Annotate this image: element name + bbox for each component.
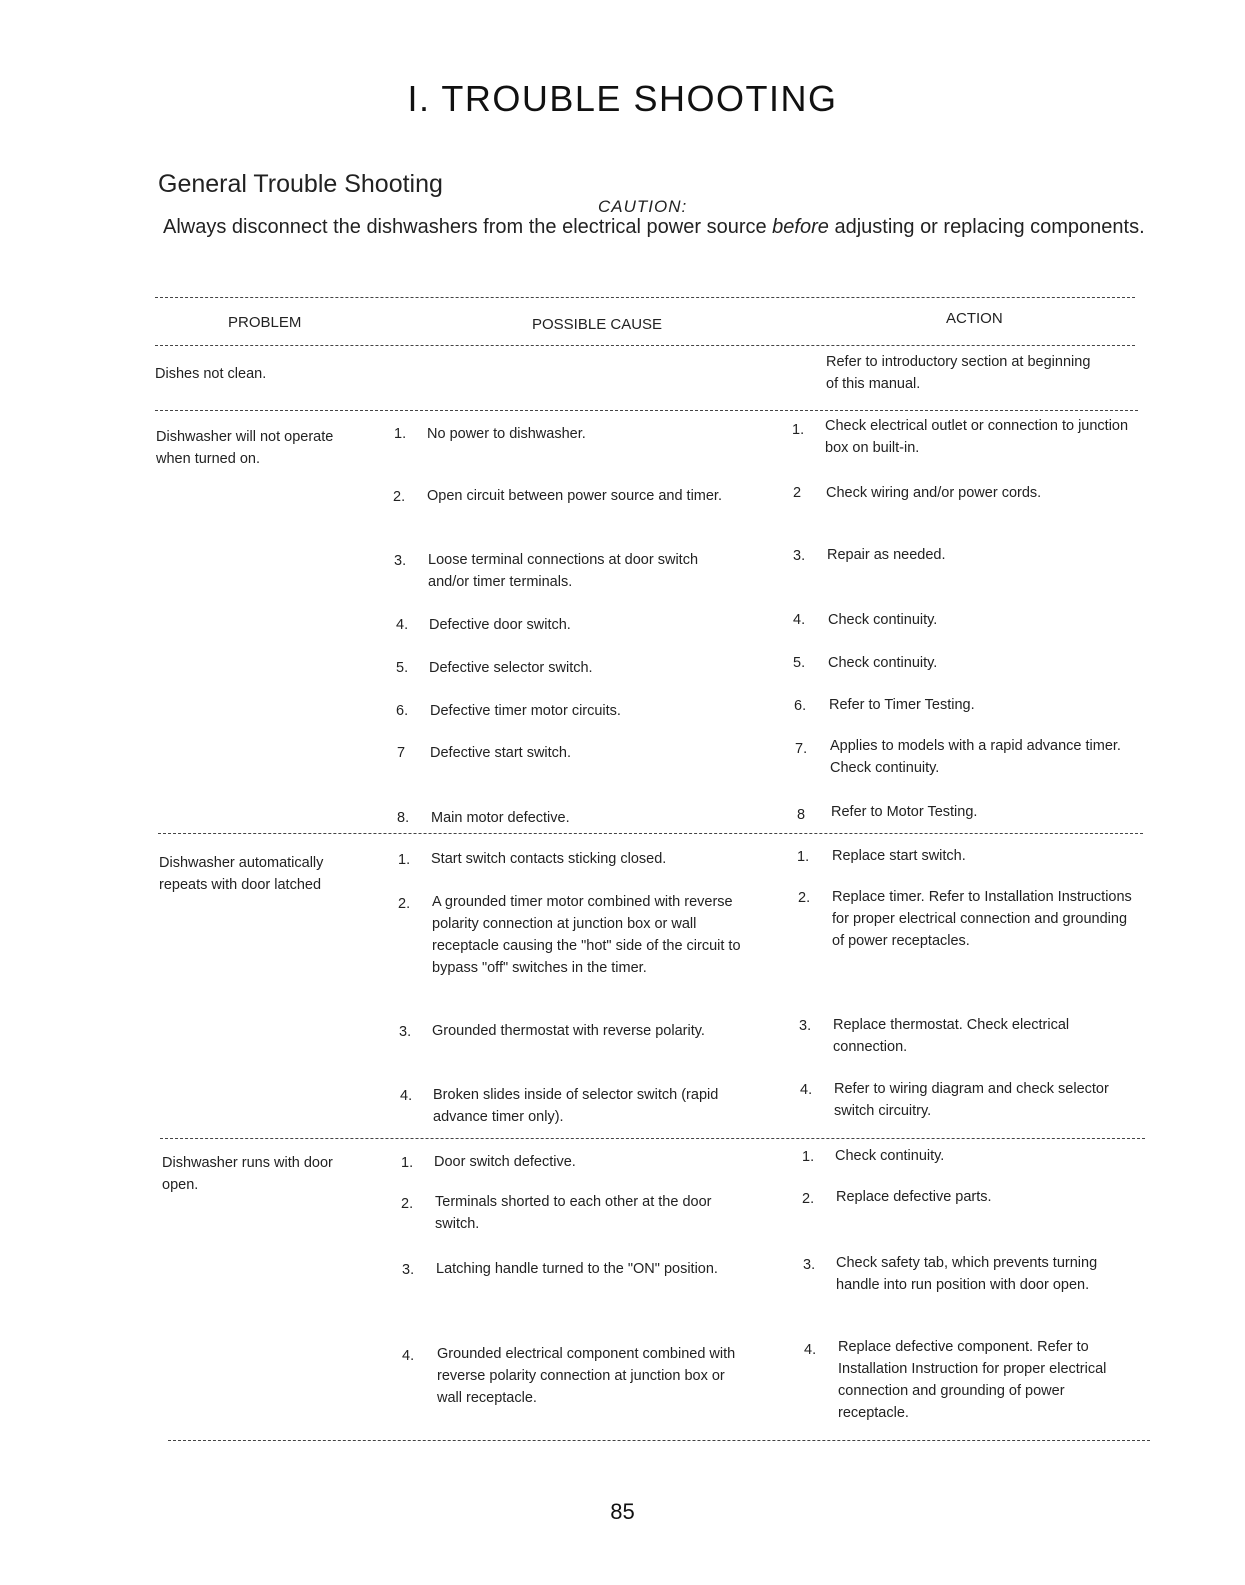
cause-text: Broken slides inside of selector switch (rapid advance timer only).: [433, 1087, 719, 1125]
cause-number: 4.: [396, 617, 409, 633]
action-number: 8: [797, 807, 806, 823]
page-number: 85: [610, 1499, 635, 1524]
warning-emphasis: before: [772, 216, 829, 238]
action-text: Refer to introductory section at beginning of this manual.: [826, 354, 1091, 392]
action-text: Replace thermostat. Check electrical connection.: [833, 1017, 1070, 1055]
action-number: 2.: [798, 890, 811, 906]
problem-cell: Dishwasher automatically repeats with door latched: [159, 855, 324, 893]
cause-text: Defective timer motor circuits.: [430, 703, 621, 719]
action-number: 3.: [793, 548, 806, 564]
action-text: Replace start switch.: [832, 848, 966, 864]
action-number: 4.: [793, 612, 806, 628]
action-number: 1.: [797, 849, 810, 865]
caution-warning: [163, 214, 1163, 241]
table-rule-group-3: [160, 1138, 1145, 1139]
action-number: 7.: [795, 741, 808, 757]
cause-text: Grounded electrical component combined with reverse polarity connection at junction box or wall receptacle.: [437, 1346, 736, 1406]
cause-number: 2.: [398, 896, 411, 912]
header-possible-cause: POSSIBLE CAUSE: [532, 316, 663, 333]
action-number: 5.: [793, 655, 806, 671]
cause-text: Open circuit between power source and timer.: [427, 488, 722, 504]
cause-number: 1.: [401, 1155, 414, 1171]
action-text: Check wiring and/or power cords.: [826, 485, 1042, 501]
action-number: 1.: [792, 422, 805, 438]
problem-cell: Dishwasher will not operate when turned on.: [156, 429, 334, 467]
cause-text: Latching handle turned to the "ON" position.: [436, 1261, 718, 1277]
cause-number: 1.: [394, 426, 407, 442]
table-rule-top: [155, 297, 1135, 298]
cause-text: Defective selector switch.: [429, 660, 593, 676]
cause-number: 3.: [399, 1024, 412, 1040]
caution-label: CAUTION:: [598, 197, 688, 216]
header-action: ACTION: [946, 310, 1003, 327]
action-text: Replace timer. Refer to Installation Instructions for proper electrical connection and grounding of power receptacles.: [832, 889, 1132, 949]
problem-cell: Dishes not clean.: [155, 366, 267, 382]
action-text: Applies to models with a rapid advance timer. Check continuity.: [830, 738, 1121, 776]
table-rule-group-1: [155, 410, 1138, 411]
page-title: I. TROUBLE SHOOTING: [407, 78, 838, 119]
cause-text: Defective start switch.: [430, 745, 572, 761]
cause-number: 4.: [402, 1348, 415, 1364]
section-subtitle: General Trouble Shooting: [158, 170, 443, 198]
cause-text: Terminals shorted to each other at the door switch.: [435, 1194, 712, 1232]
action-text: Replace defective parts.: [836, 1189, 992, 1205]
cause-number: 3.: [394, 553, 407, 569]
action-text: Repair as needed.: [827, 547, 946, 563]
action-text: Check electrical outlet or connection to junction box on built-in.: [825, 418, 1129, 456]
action-text: Refer to wiring diagram and check selector switch circuitry.: [834, 1081, 1109, 1119]
cause-text: Start switch contacts sticking closed.: [431, 851, 667, 867]
cause-text: Door switch defective.: [434, 1154, 576, 1170]
action-text: Check continuity.: [835, 1148, 945, 1164]
action-number: 6.: [794, 698, 807, 714]
cause-text: A grounded timer motor combined with reverse polarity connection at junction box or wall receptacle causing the "hot" side of the circuit to bypass "off" switches in the timer.: [432, 894, 741, 976]
cause-text: Loose terminal connections at door switch and/or timer terminals.: [428, 552, 699, 590]
header-problem: PROBLEM: [228, 314, 302, 331]
cause-number: 7: [397, 745, 406, 761]
cause-number: 5.: [396, 660, 409, 676]
table-rule-group-2: [158, 833, 1143, 834]
action-number: 3.: [799, 1018, 812, 1034]
warning-text-after: adjusting or replacing components.: [828, 216, 1145, 238]
cause-text: No power to dishwasher.: [427, 426, 586, 442]
action-number: 4.: [804, 1342, 817, 1358]
cause-text: Main motor defective.: [431, 810, 570, 826]
cause-text: Defective door switch.: [429, 617, 571, 633]
action-text: Refer to Motor Testing.: [831, 804, 978, 820]
cause-number: 2.: [393, 489, 406, 505]
cause-number: 3.: [402, 1262, 415, 1278]
action-text: Refer to Timer Testing.: [829, 697, 975, 713]
action-number: 1.: [802, 1149, 815, 1165]
cause-number: 4.: [400, 1088, 413, 1104]
cause-number: 6.: [396, 703, 409, 719]
action-number: 2.: [802, 1191, 815, 1207]
problem-cell: Dishwasher runs with door open.: [162, 1155, 333, 1193]
cause-text: Grounded thermostat with reverse polarity.: [432, 1023, 705, 1039]
cause-number: 1.: [398, 852, 411, 868]
warning-text-before: Always disconnect the dishwashers from the electrical power source: [163, 216, 773, 238]
action-number: 3.: [803, 1257, 816, 1273]
cause-number: 2.: [401, 1196, 414, 1212]
action-number: 2: [793, 485, 802, 501]
action-number: 4.: [800, 1082, 813, 1098]
action-text: Check continuity.: [828, 655, 938, 671]
table-rule-header: [155, 345, 1135, 346]
action-text: Check continuity.: [828, 612, 938, 628]
cause-number: 8.: [397, 810, 410, 826]
action-text: Check safety tab, which prevents turning handle into run position with door open.: [836, 1255, 1098, 1293]
action-text: Replace defective component. Refer to Installation Instruction for proper electrical connection and grounding of power receptacle.: [838, 1339, 1107, 1421]
table-rule-bottom: [168, 1440, 1150, 1441]
